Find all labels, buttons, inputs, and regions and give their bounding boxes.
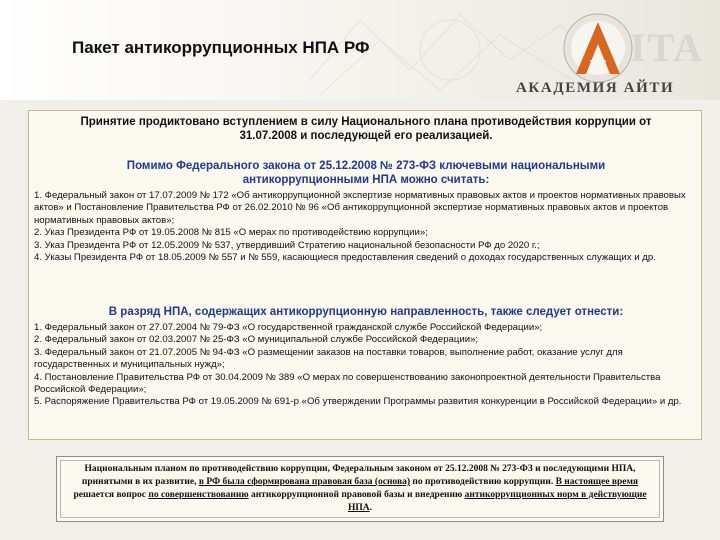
main-content-box [28,110,702,440]
list-item: 5. Распоряжение Правительства РФ от 19.05.2009 № 691-р «Об утверждении Программы развития конкуренции в Российской Федерации» и др. [34,396,682,408]
footer-underlined-text: антикоррупционных норм в действующие НПА [347,490,647,513]
footer-underlined-text: В настоящее время [555,477,639,487]
list-item: 3. Указ Президента РФ от 12.05.2009 № 537, утвердивший Стратегию национальной безопасности РФ до 2020 г.; [34,239,540,251]
intro-text: Принятие продиктовано вступлением в силу Национального плана противодействия коррупции от 31.07.2008 и последующей его реализацией. [80,116,652,142]
logo-text: АКАДЕМИЯ АЙТИ [516,80,675,96]
footer-underlined-text: по совершенствованию [148,490,249,500]
page-title: Пакет антикоррупционных НПА РФ [72,38,370,57]
list-item: 2. Федеральный закон от 02.03.2007 № 25-ФЗ «О муниципальной службе Российской Федерации»; [34,334,479,346]
footer-underlined-text: в РФ была сформирована правовая база (основа) [198,477,410,487]
section1-title: Помимо Федерального закона от 25.12.2008 № 273-ФЗ ключевыми национальными антикоррупционными НПА можно считать: [126,160,606,186]
section2-list [34,322,698,409]
list-item: 4. Постановление Правительства РФ от 30.04.2009 № 389 «О мерах по совершенствованию законопроектной деятельности Правительства Российской Федерации»; [34,371,661,396]
list-item: 3. Федеральный закон от 21.07.2005 № 94-ФЗ «О размещении заказов на поставки товаров, выполнение работ, оказание услуг для государственных и муниципальных нужд»; [34,346,623,371]
footer-text: антикоррупционной правовой базы и внедрению [248,490,465,500]
logo-ghost-text: ITA [630,25,705,70]
list-item: 4. Указы Президента РФ от 18.05.2009 № 557 и № 559, касающиеся предоставления сведений о доходах государственных служащих и др. [34,252,656,264]
footer-text: по противодействию коррупции. [410,477,556,487]
footer-note [56,456,664,522]
footer-text: Национальным планом по противодействию коррупции, Федеральным законом от 25.12.2008 № 273-ФЗ и последующими НПА, принятыми в их развитие, [81,464,636,487]
section2-title: В разряд НПА, содержащих антикоррупционную направленность, также следует отнести: [108,306,624,318]
academy-logo-icon [560,10,636,86]
list-item: 1. Федеральный закон от 17.07.2009 № 172 «Об антикоррупционной экспертизе нормативных правовых актов и проектов нормативных правовых актов» и Постановление Правительства РФ от 26.02.2010 № 96 «Об антикоррупционной экспертизе нормативных правовых актов и проектов нормативных правовых актов»; [34,190,686,226]
list-item: 2. Указ Президента РФ от 19.05.2008 № 815 «О мерах по противодействию коррупции»; [34,227,428,239]
section1-list [34,190,698,264]
footer-text: решается вопрос [73,490,149,500]
footer-text: . [369,503,372,513]
list-item: 1. Федеральный закон от 27.07.2004 № 79-ФЗ «О государственной гражданской службе Российской Федерации»; [34,322,543,333]
